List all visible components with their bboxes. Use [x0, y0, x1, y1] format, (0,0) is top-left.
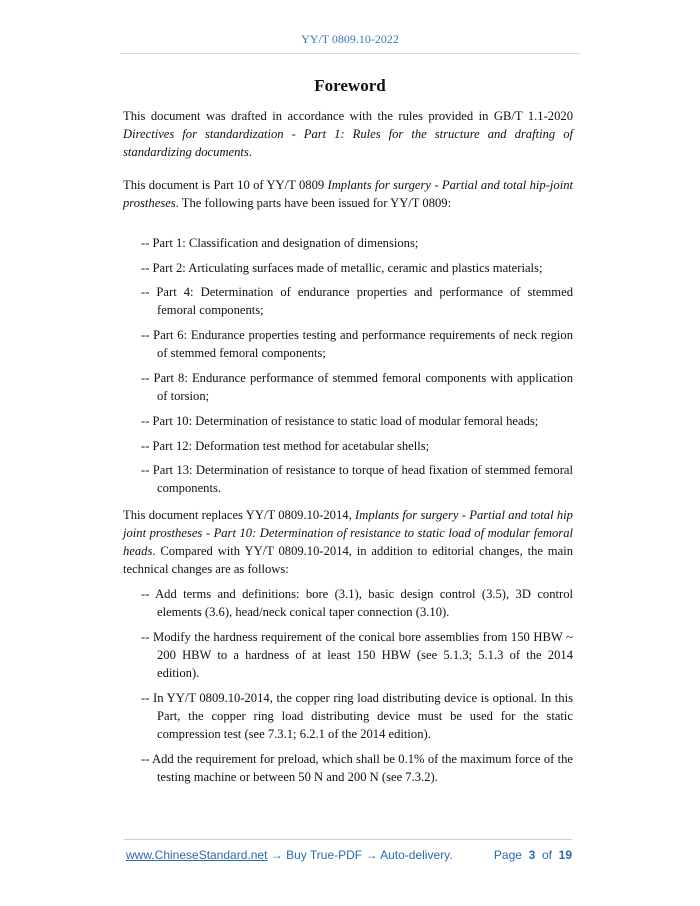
text: . The following parts have been issued for YY/T 0809: — [175, 196, 452, 210]
list-item-change: -- Modify the hardness requirement of the conical bore assemblies from 150 HBW ~ 200 HBW to a hardness of at least 150 HBW (see 5.1.3; 5.1.3 of the 2014 edition). — [141, 630, 573, 680]
page-title: Foreword — [314, 76, 386, 95]
list-item-part: -- Part 13: Determination of resistance to torque of head fixation of stemmed femoral components. — [141, 463, 573, 495]
footer-divider — [124, 839, 572, 840]
page-indicator — [494, 848, 572, 862]
paragraph-part-info — [123, 176, 573, 212]
text: This document was drafted in accordance with the rules provided in GB/T 1.1-2020 — [123, 109, 573, 123]
of-label: of — [541, 848, 552, 862]
list-item-part: -- Part 10: Determination of resistance to static load of modular femoral heads; — [141, 414, 539, 428]
footer — [126, 848, 572, 862]
list-item-change: -- Add the requirement for preload, which shall be 0.1% of the maximum force of the testing machine or between 50 N and 200 N (see 7.3.2). — [141, 752, 573, 784]
list-item-part: -- Part 2: Articulating surfaces made of metallic, ceramic and plastics materials; — [141, 261, 543, 275]
paragraph-replaces — [123, 506, 573, 578]
list-item-change: -- In YY/T 0809.10-2014, the copper ring load distributing device is optional. In this Part, the copper ring load distributing device must be used for the static compression test (see 7.3.1; 6.2.1 of the 2014 edition). — [141, 691, 573, 741]
page-total: 19 — [558, 848, 572, 862]
list-item-part: -- Part 12: Deformation test method for acetabular shells; — [141, 439, 430, 453]
text: This document replaces YY/T 0809.10-2014, — [123, 508, 356, 522]
page-number: 3 — [528, 848, 536, 862]
header-doc-id: YY/T 0809.10-2022 — [301, 32, 399, 46]
header-divider — [120, 53, 580, 54]
website-link[interactable]: www.ChineseStandard.net — [126, 848, 268, 862]
list-item-part: -- Part 6: Endurance properties testing and performance requirements of neck region of stemmed femoral components; — [141, 328, 573, 360]
text: . — [248, 145, 252, 159]
list-item-part: -- Part 1: Classification and designation of dimensions; — [141, 236, 419, 250]
italic-text: Implants for surgery - Partial and total hip joint prostheses - Part 10: Determination of resistance to static load of modular femoral heads — [123, 508, 573, 558]
text: This document is Part 10 of YY/T 0809 — [123, 178, 328, 192]
list-item-change: -- Add terms and definitions: bore (3.1), basic design control (3.5), 3D control elements (3.6), head/neck conical taper connection (3.10). — [141, 587, 573, 619]
text: . Compared with YY/T 0809.10-2014, in addition to editorial changes, the main technical changes are as follows: — [123, 544, 573, 576]
paragraph-drafting — [123, 107, 573, 161]
italic-text: Implants for surgery - Partial and total hip-joint prostheses — [123, 178, 573, 210]
list-item-part: -- Part 8: Endurance performance of stemmed femoral components with application of torsion; — [141, 371, 573, 403]
italic-text: Directives for standardization - Part 1: Rules for the structure and drafting of standardizing documents — [123, 127, 573, 159]
list-item-part: -- Part 4: Determination of endurance properties and performance of stemmed femoral components; — [141, 285, 573, 317]
page-label: Page — [493, 848, 522, 862]
footer-text: → Buy True-PDF → Auto-delivery. — [267, 848, 453, 862]
